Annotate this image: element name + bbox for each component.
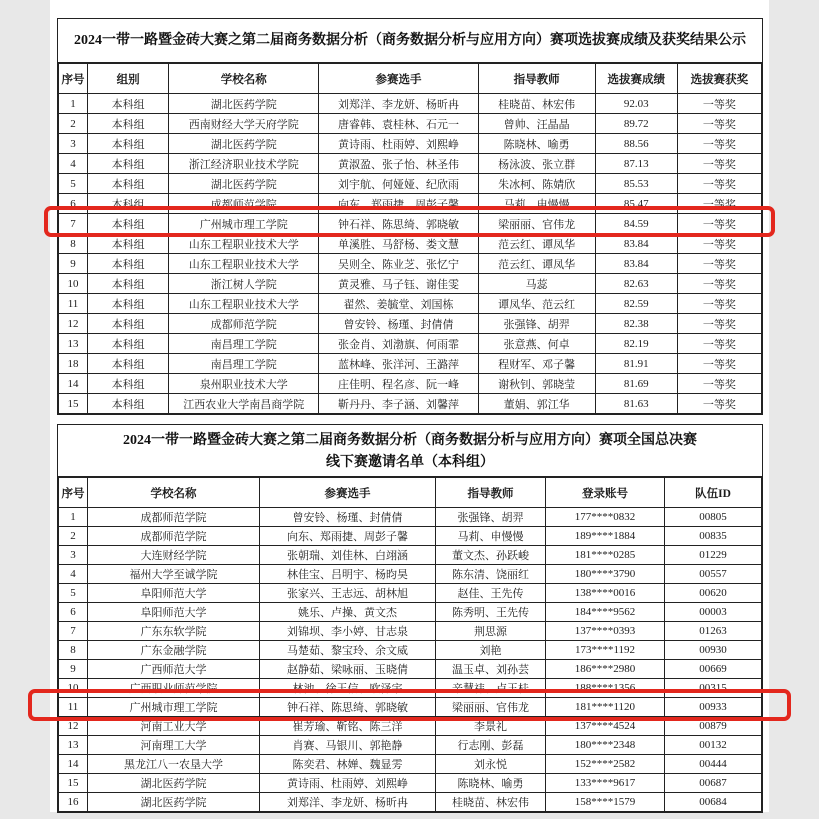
cell: 福州大学至诚学院 [88,565,260,584]
column-header: 登录账号 [546,478,665,508]
finals-invitation-grid [58,477,762,812]
cell: 荆思源 [436,622,546,641]
cell: 00933 [665,698,762,717]
cell: 12 [59,717,88,736]
cell: 董娟、郭江华 [478,394,595,414]
cell: 133****9617 [546,774,665,793]
cell: 黑龙江八一农垦大学 [88,755,260,774]
cell: 张金肖、刘渤旗、何雨霏 [319,334,478,354]
table-row [59,234,762,254]
cell: 一等奖 [677,154,761,174]
cell: 山东工程职业技术大学 [169,254,319,274]
cell: 一等奖 [677,254,761,274]
cell: 189****1884 [546,527,665,546]
cell: 蓝林峰、张洋河、王潞萍 [319,354,478,374]
cell: 本科组 [88,174,169,194]
cell: 01229 [665,546,762,565]
cell: 00132 [665,736,762,755]
cell: 黄诗雨、杜雨婷、刘熙峥 [260,774,436,793]
cell: 马楚茹、黎宝玲、余文威 [260,641,436,660]
cell: 00315 [665,679,762,698]
cell: 18 [59,354,88,374]
table-row [59,114,762,134]
cell: 黄灵雅、马子钰、谢佳雯 [319,274,478,294]
table-row [59,565,762,584]
cell: 14 [59,374,88,394]
cell: 14 [59,755,88,774]
cell: 一等奖 [677,374,761,394]
cell: 谭凤华、范云红 [478,294,595,314]
cell: 00687 [665,774,762,793]
cell: 辛慧祎、卢玉桂 [436,679,546,698]
table-row [59,679,762,698]
cell: 00684 [665,793,762,812]
cell: 庄佳明、程名彦、阮一峰 [319,374,478,394]
cell: 西南财经大学天府学院 [169,114,319,134]
table-row [59,641,762,660]
cell: 一等奖 [677,174,761,194]
cell: 一等奖 [677,194,761,214]
cell: 湖北医药学院 [88,774,260,793]
cell: 85.47 [595,194,677,214]
cell: 173****1192 [546,641,665,660]
cell: 杨泳波、张立群 [478,154,595,174]
cell: 陈东清、饶丽红 [436,565,546,584]
cell: 10 [59,274,88,294]
cell: 3 [59,546,88,565]
column-header: 队伍ID [665,478,762,508]
cell: 4 [59,154,88,174]
table-row [59,154,762,174]
cell: 崔芳瑜、靳铭、陈三洋 [260,717,436,736]
selection-results-title: 2024一带一路暨金砖大赛之第二届商务数据分析（商务数据分析与应用方向）赛项选拔赛成绩及获奖结果公示 [58,19,762,63]
table-row [59,274,762,294]
cell: 82.63 [595,274,677,294]
table-row [59,793,762,812]
cell: 81.69 [595,374,677,394]
table-row [59,394,762,414]
cell: 唐睿韩、袁桂林、石元一 [319,114,478,134]
document-page [50,0,769,812]
cell: 浙江经济职业技术学院 [169,154,319,174]
table-row [59,546,762,565]
cell: 181****1120 [546,698,665,717]
cell: 南昌理工学院 [169,334,319,354]
cell: 本科组 [88,254,169,274]
cell: 5 [59,174,88,194]
cell: 一等奖 [677,274,761,294]
cell: 陈秀明、王先传 [436,603,546,622]
cell: 00930 [665,641,762,660]
cell: 88.56 [595,134,677,154]
cell: 13 [59,334,88,354]
cell: 7 [59,214,88,234]
table-row [59,294,762,314]
cell: 赵佳、王先传 [436,584,546,603]
table-row [59,334,762,354]
cell: 江西农业大学南昌商学院 [169,394,319,414]
cell: 2 [59,527,88,546]
cell: 15 [59,774,88,793]
cell: 一等奖 [677,354,761,374]
cell: 刘艳 [436,641,546,660]
cell: 16 [59,793,88,812]
cell: 赵静茹、梁咏丽、玉晓倩 [260,660,436,679]
column-header: 指导教师 [478,64,595,94]
cell: 137****4524 [546,717,665,736]
cell: 黄淑盈、张子怡、林圣伟 [319,154,478,174]
cell: 本科组 [88,214,169,234]
cell: 一等奖 [677,294,761,314]
cell: 7 [59,622,88,641]
cell: 一等奖 [677,334,761,354]
cell: 阜阳师范大学 [88,584,260,603]
cell: 15 [59,394,88,414]
cell: 184****9562 [546,603,665,622]
cell: 1 [59,508,88,527]
cell: 湖北医药学院 [169,134,319,154]
cell: 翟然、姜毓堂、刘国栋 [319,294,478,314]
cell: 湖北医药学院 [169,94,319,114]
cell: 01263 [665,622,762,641]
table-row [59,622,762,641]
cell: 行志刚、彭磊 [436,736,546,755]
cell: 85.53 [595,174,677,194]
finals-title-line2: 线下赛邀请名单（本科组） [326,455,494,471]
cell: 81.91 [595,354,677,374]
cell: 钟石祥、陈思绮、郭晓敏 [319,214,478,234]
cell: 一等奖 [677,314,761,334]
cell: 南昌理工学院 [169,354,319,374]
cell: 广西职业师范学院 [88,679,260,698]
cell: 87.13 [595,154,677,174]
cell: 82.19 [595,334,677,354]
cell: 程财军、邓子馨 [478,354,595,374]
cell: 2 [59,114,88,134]
cell: 泉州职业技术大学 [169,374,319,394]
cell: 广东东软学院 [88,622,260,641]
cell: 本科组 [88,334,169,354]
table-row [59,254,762,274]
cell: 83.84 [595,234,677,254]
cell: 本科组 [88,154,169,174]
finals-invitation-table [57,424,763,813]
cell: 177****0832 [546,508,665,527]
cell: 朱冰柯、陈婧欣 [478,174,595,194]
cell: 本科组 [88,274,169,294]
cell: 00669 [665,660,762,679]
cell: 谢秋钊、郭晓莹 [478,374,595,394]
cell: 张强锋、胡羿 [436,508,546,527]
header-row [59,478,762,508]
table-row-highlighted [59,698,762,717]
column-header: 学校名称 [169,64,319,94]
cell: 吴则全、陈业芝、张忆宁 [319,254,478,274]
cell: 范云红、谭凤华 [478,234,595,254]
cell: 137****0393 [546,622,665,641]
cell: 一等奖 [677,114,761,134]
column-header: 序号 [59,64,88,94]
cell: 186****2980 [546,660,665,679]
cell: 刘宇航、何娅娅、纪欣雨 [319,174,478,194]
cell: 1 [59,94,88,114]
cell: 林池、徐玉信、欧泽宇 [260,679,436,698]
table-row [59,374,762,394]
cell: 81.63 [595,394,677,414]
cell: 桂晓苗、林宏伟 [436,793,546,812]
cell: 89.72 [595,114,677,134]
cell: 181****0285 [546,546,665,565]
cell: 成都师范学院 [88,527,260,546]
cell: 刘郑洋、李龙妍、杨昕冉 [319,94,478,114]
cell: 83.84 [595,254,677,274]
cell: 11 [59,698,88,717]
cell: 马蕊 [478,274,595,294]
cell: 180****2348 [546,736,665,755]
cell: 张强锋、胡羿 [478,314,595,334]
cell: 8 [59,234,88,254]
table-row [59,717,762,736]
table-row [59,660,762,679]
table-row [59,134,762,154]
cell: 本科组 [88,294,169,314]
cell: 10 [59,679,88,698]
selection-results-table [57,18,763,415]
column-header: 选拔赛获奖 [677,64,761,94]
cell: 6 [59,603,88,622]
cell: 本科组 [88,354,169,374]
column-header: 学校名称 [88,478,260,508]
cell: 陈晓林、喻勇 [478,134,595,154]
cell: 00003 [665,603,762,622]
table-row [59,354,762,374]
cell: 曾安铃、杨瑾、封倩倩 [319,314,478,334]
table-row [59,508,762,527]
cell: 钟石祥、陈思绮、郭晓敏 [260,698,436,717]
finals-title-line1: 2024一带一路暨金砖大赛之第二届商务数据分析（商务数据分析与应用方向）赛项全国总决赛 [123,433,697,448]
cell: 李景礼 [436,717,546,736]
cell: 82.59 [595,294,677,314]
cell: 158****1579 [546,793,665,812]
column-header: 参赛选手 [260,478,436,508]
cell: 84.59 [595,214,677,234]
cell: 广东金融学院 [88,641,260,660]
cell: 152****2582 [546,755,665,774]
cell: 00444 [665,755,762,774]
cell: 成都师范学院 [88,508,260,527]
cell: 82.38 [595,314,677,334]
cell: 本科组 [88,114,169,134]
cell: 5 [59,584,88,603]
cell: 单溪胜、马舒杨、娄文慧 [319,234,478,254]
cell: 本科组 [88,194,169,214]
cell: 董文杰、孙跃峻 [436,546,546,565]
column-header: 选拔赛成绩 [595,64,677,94]
cell: 范云红、谭凤华 [478,254,595,274]
cell: 一等奖 [677,134,761,154]
cell: 00879 [665,717,762,736]
cell: 黄诗雨、杜雨婷、刘熙峥 [319,134,478,154]
cell: 马莉、申慢慢 [436,527,546,546]
cell: 一等奖 [677,234,761,254]
cell: 本科组 [88,314,169,334]
cell: 188****1356 [546,679,665,698]
cell: 4 [59,565,88,584]
cell: 本科组 [88,374,169,394]
cell: 8 [59,641,88,660]
table-row [59,527,762,546]
cell: 广州城市理工学院 [169,214,319,234]
cell: 姚乐、卢操、黄文杰 [260,603,436,622]
cell: 00835 [665,527,762,546]
cell: 张意燕、何卓 [478,334,595,354]
cell: 3 [59,134,88,154]
cell: 陈晓林、喻勇 [436,774,546,793]
cell: 本科组 [88,394,169,414]
column-header: 组别 [88,64,169,94]
table-row [59,314,762,334]
cell: 曾安铃、杨瑾、封倩倩 [260,508,436,527]
cell: 刘郑洋、李龙妍、杨昕冉 [260,793,436,812]
cell: 00557 [665,565,762,584]
cell: 广州城市理工学院 [88,698,260,717]
cell: 本科组 [88,94,169,114]
table-row [59,94,762,114]
selection-results-grid [58,63,762,414]
column-header: 参赛选手 [319,64,478,94]
cell: 浙江树人学院 [169,274,319,294]
table-row [59,774,762,793]
cell: 向东、郑雨捷、周彭子馨 [319,194,478,214]
cell: 广西师范大学 [88,660,260,679]
cell: 梁丽丽、官伟龙 [478,214,595,234]
cell: 林佳宝、吕明宇、杨昀昊 [260,565,436,584]
cell: 山东工程职业技术大学 [169,294,319,314]
table-row [59,194,762,214]
table-row-highlighted [59,214,762,234]
cell: 138****0016 [546,584,665,603]
cell: 12 [59,314,88,334]
table-row [59,174,762,194]
cell: 向东、郑雨捷、周彭子馨 [260,527,436,546]
column-header: 序号 [59,478,88,508]
cell: 河南工业大学 [88,717,260,736]
cell: 曾帅、汪晶晶 [478,114,595,134]
cell: 一等奖 [677,394,761,414]
cell: 00805 [665,508,762,527]
table-row [59,755,762,774]
cell: 张家兴、王志远、胡林旭 [260,584,436,603]
cell: 马莉、申慢慢 [478,194,595,214]
cell: 湖北医药学院 [169,174,319,194]
cell: 本科组 [88,134,169,154]
finals-invitation-title [58,425,762,477]
cell: 9 [59,660,88,679]
cell: 张朝瑞、刘佳林、白翊涵 [260,546,436,565]
cell: 11 [59,294,88,314]
cell: 6 [59,194,88,214]
cell: 桂晓苗、林宏伟 [478,94,595,114]
table-row [59,603,762,622]
header-row [59,64,762,94]
table-row [59,584,762,603]
cell: 河南理工大学 [88,736,260,755]
cell: 刘永悦 [436,755,546,774]
table-row [59,736,762,755]
cell: 大连财经学院 [88,546,260,565]
cell: 山东工程职业技术大学 [169,234,319,254]
cell: 一等奖 [677,214,761,234]
cell: 梁丽丽、官伟龙 [436,698,546,717]
cell: 13 [59,736,88,755]
cell: 92.03 [595,94,677,114]
cell: 湖北医药学院 [88,793,260,812]
cell: 靳丹丹、李子涵、刘馨萍 [319,394,478,414]
column-header: 指导教师 [436,478,546,508]
cell: 9 [59,254,88,274]
cell: 180****3790 [546,565,665,584]
cell: 成都师范学院 [169,194,319,214]
cell: 一等奖 [677,94,761,114]
cell: 成都师范学院 [169,314,319,334]
cell: 温玉卓、刘孙芸 [436,660,546,679]
cell: 阜阳师范大学 [88,603,260,622]
cell: 陈奕君、林婵、魏显雱 [260,755,436,774]
cell: 本科组 [88,234,169,254]
cell: 肖赛、马银川、郭艳静 [260,736,436,755]
cell: 刘锦坝、李小婷、甘志泉 [260,622,436,641]
cell: 00620 [665,584,762,603]
